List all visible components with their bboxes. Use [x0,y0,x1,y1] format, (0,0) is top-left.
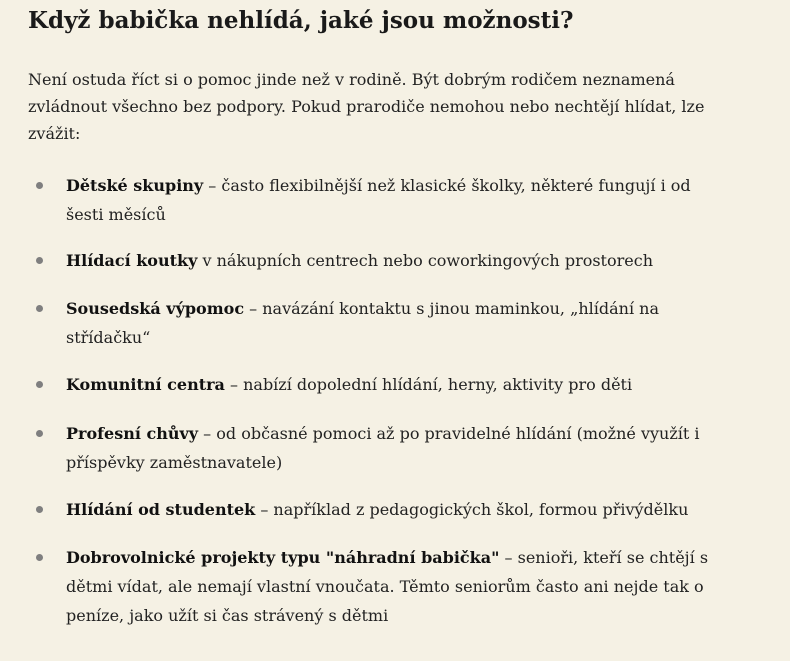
list-item-line: příspěvky zaměstnavatele) [66,453,283,472]
list-item-line [66,171,781,200]
intro-line: Není ostuda říct si o pomoc jinde než v rodině. Být dobrým rodičem neznamená [28,70,675,89]
intro-line: zvážit: [28,124,81,143]
list-item-line [66,543,781,572]
list-item-line [66,495,781,524]
list-item-text: – často flexibilnější než klasické školky, některé fungují i od [203,176,691,195]
list-item-line [66,419,781,448]
list-item-line [66,370,781,399]
list-item-detske-skupiny [66,171,781,229]
list-item-term: Komunitní centra [66,375,225,394]
list-item-text: – navázání kontaktu s jinou maminkou, „hlídání na [244,299,660,318]
list-item-term: Sousedská výpomoc [66,299,245,318]
bullet-icon [36,381,43,388]
bullet-icon [36,257,43,264]
list-item-profesni-chuvy [66,419,781,477]
bullet-icon [36,554,43,561]
list-item-hlidani-od-studentek [66,495,781,524]
list-item-dobrovolnicke-projekty [66,543,781,630]
list-item-hlidaci-koutky [66,246,781,275]
bullet-icon [36,430,43,437]
list-item-term: Hlídání od studentek [66,500,256,519]
list-item-line: peníze, jako užít si čas strávený s dětmi [66,606,389,625]
list-item-term: Profesní chůvy [66,424,199,443]
list-item-term: Dobrovolnické projekty typu "náhradní babička" [66,548,500,567]
bullet-icon [36,506,43,513]
list-item-text: – senioři, kteří se chtějí s [499,548,709,567]
list-item-line [66,246,781,275]
bullet-icon [36,182,43,189]
section-heading: Když babička nehlídá, jaké jsou možnosti? [28,7,574,34]
list-item-term: Hlídací koutky [66,251,198,270]
list-item-text: v nákupních centrech nebo coworkingových prostorech [197,251,653,270]
list-item-sousedska-vypomoc [66,294,781,352]
intro-paragraph [28,66,768,147]
intro-line: zvládnout všechno bez podpory. Pokud prarodiče nemohou nebo nechtějí hlídat, lze [28,97,705,116]
list-item-line: střídačku“ [66,328,151,347]
list-item-line: dětmi vídat, ale nemají vlastní vnoučata. Těmto seniorům často ani nejde tak o [66,577,704,596]
list-item-line: šesti měsíců [66,205,166,224]
list-item-text: – nabízí dopolední hlídání, herny, aktivity pro děti [224,375,633,394]
list-item-text: – od občasné pomoci až po pravidelné hlídání (možné využít i [198,424,700,443]
list-item-line [66,294,781,323]
list-item-komunitni-centra [66,370,781,399]
bullet-icon [36,305,43,312]
list-item-text: – například z pedagogických škol, formou přivýdělku [255,500,689,519]
list-item-term: Dětské skupiny [66,176,204,195]
